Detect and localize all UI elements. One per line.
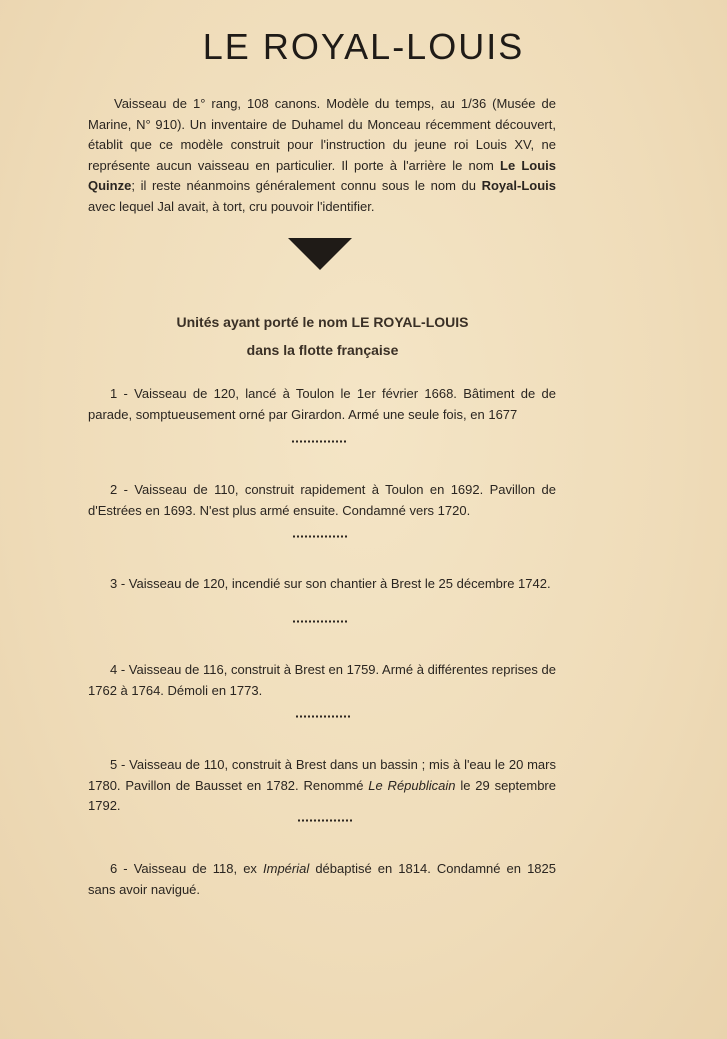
entry-text-start: 5 - Vaisseau de 110, construit à Brest dans un bassin ; mis à l'eau le 20 mars 1780. Pavillon de Bausset en 1782. Renommé (88, 757, 556, 793)
entry-text: 4 - Vaisseau de 116, construit à Brest en 1759. Armé à différentes reprises de 1762 à 1764. Démoli en 1773. (88, 662, 556, 698)
intro-paragraph (88, 94, 556, 217)
entry-text-end: le 29 septembre 1792. (88, 777, 556, 813)
heading-line-2: dans la flotte française (246, 342, 399, 358)
intro-text-1: Vaisseau de 1° rang, 108 canons. Modèle du temps, au 1/36 (Musée de Marine, N° 910). Un inventaire de Duhamel du Monceau récemment découvert, établit que ce modèle construit pour l'instruction du jeune roi Louis XV, ne représente aucun vaisseau en particulier. Il porte à l'arrière le nom (88, 96, 556, 173)
intro-text-2: ; il reste néanmoins généralement connu sous le nom du (131, 178, 482, 193)
list-item (88, 859, 556, 900)
entry-text-end: débaptisé en 1814. Condamné en 1825 sans avoir navigué. (88, 861, 556, 897)
intro-text-3: avec lequel Jal avait, à tort, cru pouvoir l'identifier. (88, 198, 375, 214)
list-item (88, 574, 556, 595)
entry-text-start: 6 - Vaisseau de 118, ex (110, 861, 263, 876)
dotted-separator (292, 535, 348, 538)
dotted-separator (292, 620, 348, 623)
dotted-separator (297, 819, 353, 822)
entry-text: 2 - Vaisseau de 110, construit rapidement à Toulon en 1692. Pavillon de d'Estrées en 1693. N'est plus armé ensuite. Condamné vers 1720. (88, 482, 556, 518)
heading-line-1: Unités ayant porté le nom LE ROYAL-LOUIS (176, 314, 469, 330)
dotted-separator (291, 440, 347, 443)
entry-italic-ship-name: Le Républicain (368, 777, 456, 793)
entry-text: 1 - Vaisseau de 120, lancé à Toulon le 1er février 1668. Bâtiment de de parade, somptueusement orné par Girardon. Armé une seule fois, en 1677 (88, 386, 556, 422)
section-heading (0, 308, 645, 364)
down-triangle-icon (288, 238, 352, 270)
dotted-separator (295, 715, 351, 718)
list-item (88, 480, 556, 521)
intro-bold-royal-louis: Royal-Louis (481, 178, 556, 193)
list-item (88, 660, 556, 701)
intro-bold-ship-name: Le Louis Quinze (88, 157, 556, 193)
list-item (88, 384, 556, 425)
list-item (88, 755, 556, 817)
entry-italic-ship-name: Impérial (263, 861, 310, 876)
entry-text: 3 - Vaisseau de 120, incendié sur son chantier à Brest le 25 décembre 1742. (110, 576, 551, 591)
page-title: LE ROYAL-LOUIS (202, 26, 525, 67)
